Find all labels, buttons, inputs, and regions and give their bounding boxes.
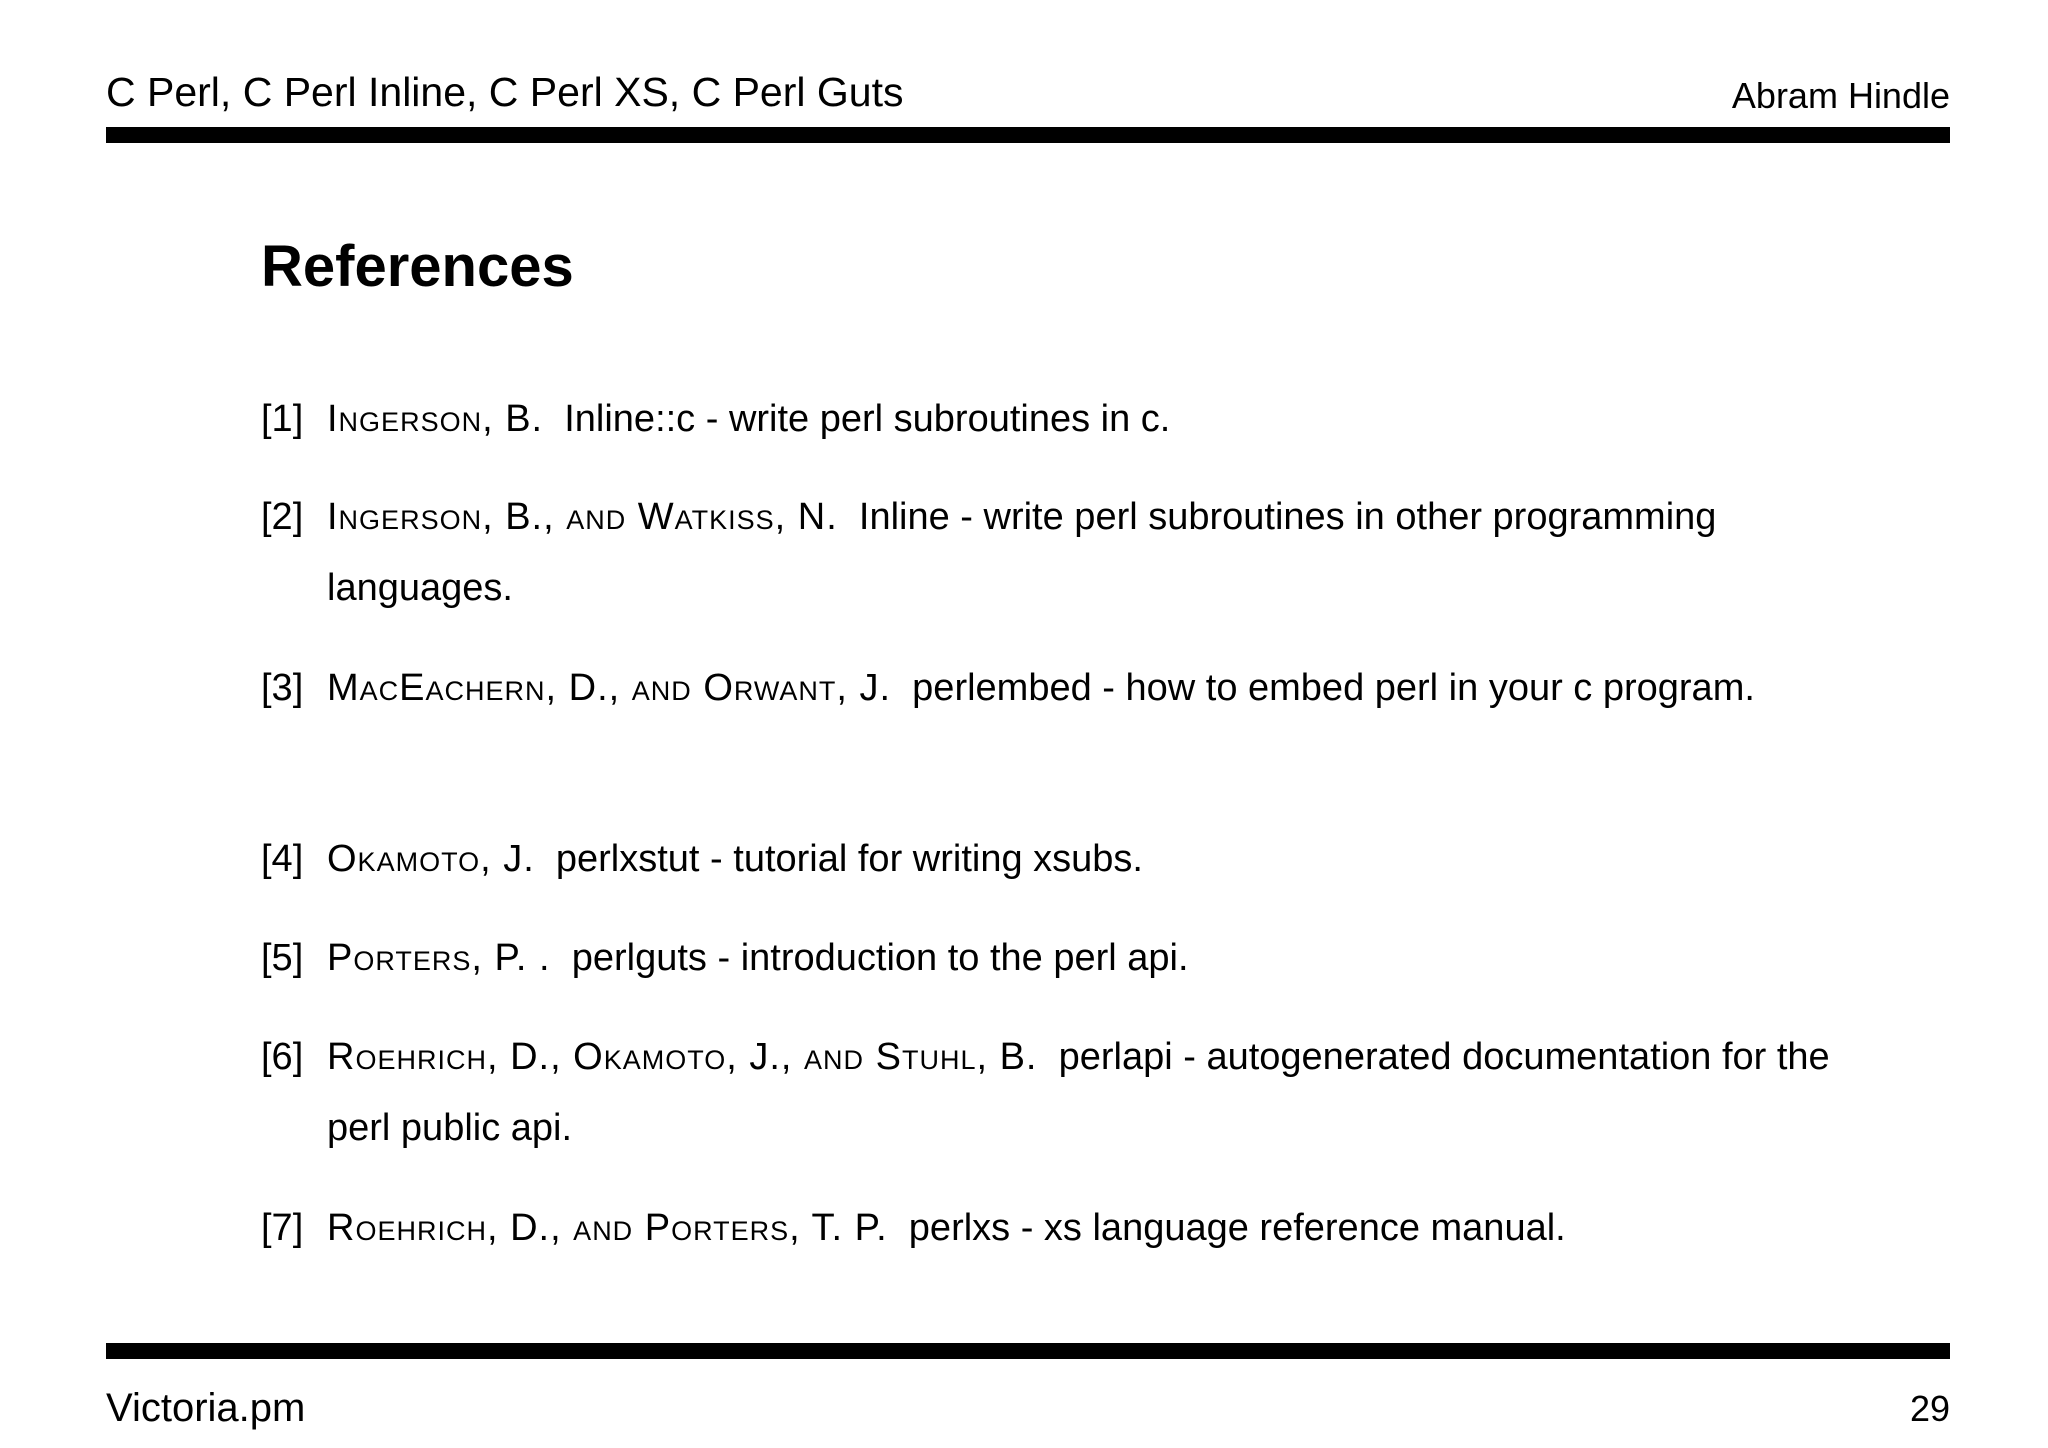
section-title: References xyxy=(261,234,574,299)
reference-number: [3] xyxy=(261,667,304,709)
reference-item-3 xyxy=(261,653,1861,724)
reference-item-5 xyxy=(261,923,1861,994)
reference-item-2 xyxy=(261,482,1861,624)
reference-text: perlxstut - tutorial for writing xsubs. xyxy=(555,838,1143,880)
reference-text: perlguts - introduction to the perl api. xyxy=(571,937,1189,979)
page-number: 29 xyxy=(1909,1388,1950,1429)
reference-item-1 xyxy=(261,384,1861,455)
reference-text: Inline - write perl subroutines in other programming languages. xyxy=(327,496,1717,609)
reference-number: [1] xyxy=(261,398,304,440)
reference-text: Inline::c - write perl subroutines in c. xyxy=(564,398,1171,440)
header-author: Abram Hindle xyxy=(1731,75,1950,116)
reference-authors: Okamoto, J. xyxy=(327,838,535,880)
reference-authors: MacEachern, D., and Orwant, J. xyxy=(327,667,892,709)
reference-number: [2] xyxy=(261,496,304,538)
reference-text: perlapi - autogenerated documentation for the perl public api. xyxy=(327,1036,1830,1149)
header-rule xyxy=(106,127,1950,143)
reference-item-6 xyxy=(261,1022,1861,1164)
reference-number: [4] xyxy=(261,838,304,880)
reference-item-4 xyxy=(261,824,1861,895)
reference-authors: Roehrich, D., and Porters, T. P. xyxy=(327,1207,888,1249)
reference-number: [5] xyxy=(261,937,304,979)
reference-authors: Porters, P. . xyxy=(327,937,551,979)
reference-text: perlxs - xs language reference manual. xyxy=(908,1207,1566,1249)
reference-authors: Ingerson, B. xyxy=(327,398,544,440)
reference-text: perlembed - how to embed perl in your c program. xyxy=(912,667,1755,709)
footer-venue: Victoria.pm xyxy=(106,1386,306,1430)
reference-number: [7] xyxy=(261,1207,304,1249)
reference-authors: Ingerson, B., and Watkiss, N. xyxy=(327,496,838,538)
header-title: C Perl, C Perl Inline, C Perl XS, C Perl Guts xyxy=(106,69,904,115)
reference-item-7 xyxy=(261,1193,1861,1264)
reference-number: [6] xyxy=(261,1036,304,1078)
footer-rule xyxy=(106,1343,1950,1359)
reference-authors: Roehrich, D., Okamoto, J., and Stuhl, B. xyxy=(327,1036,1038,1078)
